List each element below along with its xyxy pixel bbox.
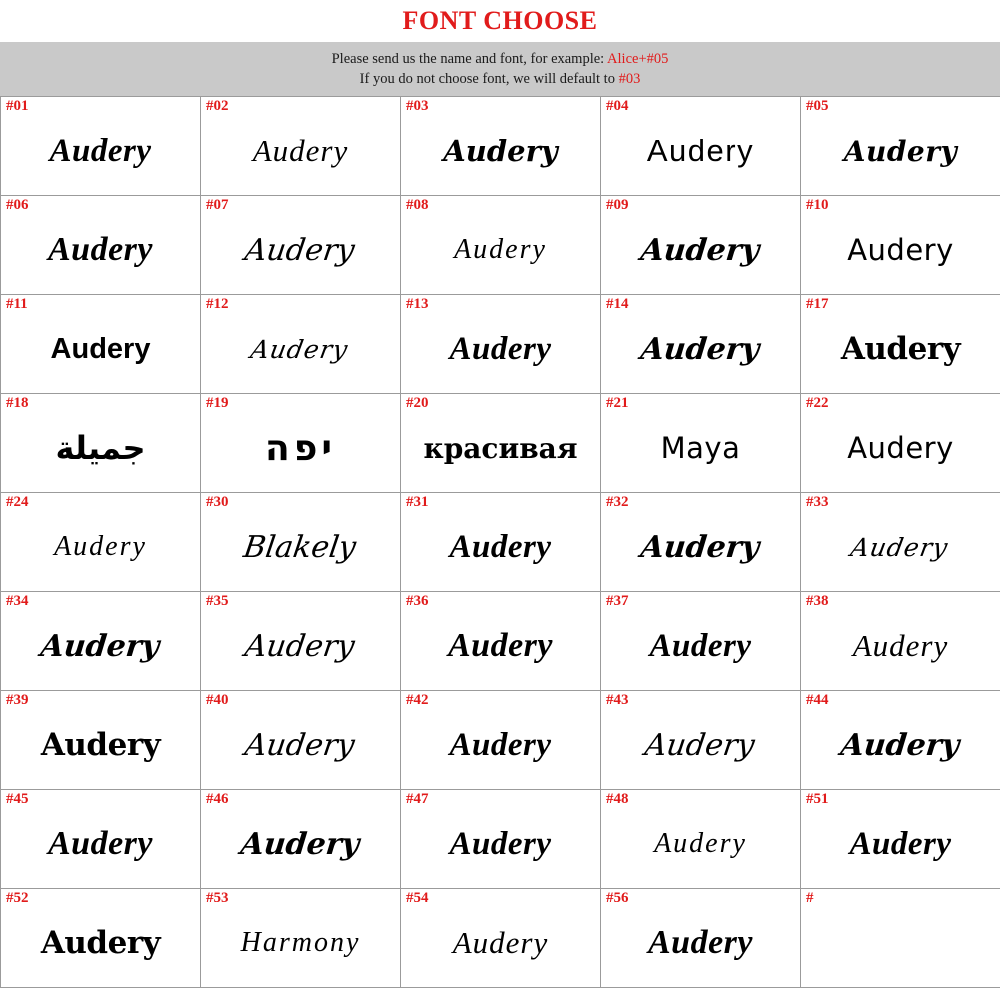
font-code-label: #30 <box>206 494 229 510</box>
font-sample-text: Audery <box>449 726 552 763</box>
font-code-label: #42 <box>406 692 429 708</box>
font-code-label: #53 <box>206 890 229 906</box>
font-code-label: #18 <box>6 395 29 411</box>
font-code-label: #05 <box>806 98 829 114</box>
font-sample-text: Audery <box>449 330 552 367</box>
font-sample-text: Audery <box>238 826 362 862</box>
font-grid <box>0 96 1000 988</box>
font-sample-text: Audery <box>638 529 762 565</box>
font-code-label: #33 <box>806 494 829 510</box>
font-sample-text: Audery <box>40 727 161 763</box>
font-option-cell[interactable] <box>201 691 401 790</box>
font-option-cell[interactable] <box>401 889 601 988</box>
font-sample-text: Audery <box>642 727 757 763</box>
font-sample-text: Audery <box>847 233 954 267</box>
font-code-label: #01 <box>6 98 29 114</box>
font-sample-text: Audery <box>40 925 161 961</box>
font-option-cell[interactable] <box>201 394 401 493</box>
font-option-cell[interactable] <box>1 790 201 889</box>
font-code-label: #31 <box>406 494 429 510</box>
font-option-cell[interactable] <box>801 889 1000 988</box>
title-bar <box>0 0 1000 42</box>
font-sample-text: Audery <box>49 132 152 169</box>
font-code-label: #43 <box>606 692 629 708</box>
font-option-cell[interactable] <box>801 97 1000 196</box>
instruction-example-code: Alice+#05 <box>607 50 669 67</box>
font-code-label: #37 <box>606 593 629 609</box>
font-code-label: #51 <box>806 791 829 807</box>
font-sample-text <box>801 889 1000 987</box>
font-option-cell[interactable] <box>801 691 1000 790</box>
font-option-cell[interactable] <box>201 889 401 988</box>
font-option-cell[interactable] <box>801 592 1000 691</box>
font-sample-text: Harmony <box>240 927 361 958</box>
font-option-cell[interactable] <box>201 493 401 592</box>
font-sample-text: Audery <box>242 628 357 664</box>
font-sample-text: Audery <box>840 331 961 367</box>
font-sample-text: Audery <box>648 924 753 961</box>
font-sample-text: Audery <box>638 331 762 367</box>
font-option-cell[interactable] <box>401 493 601 592</box>
page-title: FONT CHOOSE <box>402 6 598 35</box>
font-option-cell[interactable] <box>1 295 201 394</box>
font-sample-text: Audery <box>848 532 951 562</box>
font-option-cell[interactable] <box>401 196 601 295</box>
font-code-label: #48 <box>606 791 629 807</box>
font-sample-text: Audery <box>646 133 755 168</box>
font-option-cell[interactable] <box>601 889 801 988</box>
default-font-code: #03 <box>618 71 641 87</box>
font-sample-text: Audery <box>849 825 952 862</box>
font-option-cell[interactable] <box>401 592 601 691</box>
instruction-line-1 <box>332 50 669 68</box>
font-sample-text: جميلة <box>55 429 146 467</box>
font-code-label: #35 <box>206 593 229 609</box>
font-code-label: #22 <box>806 395 829 411</box>
instruction-line-2 <box>360 70 641 88</box>
font-sample-text: Audery <box>48 825 153 862</box>
font-code-label: #34 <box>6 593 29 609</box>
font-sample-text: Audery <box>838 727 962 763</box>
font-option-cell[interactable] <box>201 295 401 394</box>
font-code-label: #11 <box>6 296 28 312</box>
font-sample-text: Audery <box>449 528 552 565</box>
font-sample-text: Audery <box>248 334 351 364</box>
font-option-cell[interactable] <box>401 394 601 493</box>
font-code-label: #19 <box>206 395 229 411</box>
font-sample-text: Audery <box>638 232 762 268</box>
font-sample-text: Audery <box>50 332 151 365</box>
font-code-label: #44 <box>806 692 829 708</box>
font-option-cell[interactable] <box>801 790 1000 889</box>
font-sample-text: Audery <box>48 231 153 268</box>
font-code-label: #32 <box>606 494 629 510</box>
font-code-label: #36 <box>406 593 429 609</box>
font-code-label: #08 <box>406 197 429 213</box>
instructions-banner <box>0 42 1000 96</box>
font-code-label: #45 <box>6 791 29 807</box>
font-code-label: #02 <box>206 98 229 114</box>
font-code-label: #09 <box>606 197 629 213</box>
instruction-line-2-text: If you do not choose font, we will default to <box>359 71 619 87</box>
font-code-label: #07 <box>206 197 229 213</box>
font-code-label: #56 <box>606 890 629 906</box>
font-option-cell[interactable] <box>601 394 801 493</box>
font-option-cell[interactable] <box>801 394 1000 493</box>
font-code-label: #52 <box>6 890 29 906</box>
font-code-label: #13 <box>406 296 429 312</box>
font-option-cell[interactable] <box>1 889 201 988</box>
font-code-label: #39 <box>6 692 29 708</box>
font-sample-text: Audery <box>454 234 547 265</box>
font-code-label: #38 <box>806 593 829 609</box>
font-code-label: #54 <box>406 890 429 906</box>
font-sample-text: Maya <box>660 431 741 465</box>
font-option-cell[interactable] <box>401 790 601 889</box>
font-code-label: #03 <box>406 98 429 114</box>
font-option-cell[interactable] <box>1 493 201 592</box>
font-code-label: #14 <box>606 296 629 312</box>
font-option-cell[interactable] <box>601 97 801 196</box>
font-option-cell[interactable] <box>1 394 201 493</box>
font-option-cell[interactable] <box>601 592 801 691</box>
font-option-cell[interactable] <box>601 790 801 889</box>
font-code-label: #06 <box>6 197 29 213</box>
font-code-label: #46 <box>206 791 229 807</box>
font-sample-text: יפה <box>265 427 337 469</box>
font-sample-text: Audery <box>38 628 162 664</box>
font-sample-text: Audery <box>252 133 349 168</box>
font-option-cell[interactable] <box>801 493 1000 592</box>
font-option-cell[interactable] <box>401 295 601 394</box>
font-code-label: #10 <box>806 197 829 213</box>
font-option-cell[interactable] <box>401 691 601 790</box>
font-code-label: #20 <box>406 395 429 411</box>
font-option-cell[interactable] <box>601 691 801 790</box>
font-option-cell[interactable] <box>1 691 201 790</box>
font-option-cell[interactable] <box>801 196 1000 295</box>
font-sample-text: Audery <box>443 134 558 168</box>
font-option-cell[interactable] <box>201 196 401 295</box>
font-sample-text: Audery <box>242 232 357 268</box>
font-code-label: #40 <box>206 692 229 708</box>
font-sample-text: Audery <box>449 825 552 862</box>
font-code-label: #21 <box>606 395 629 411</box>
font-option-cell[interactable] <box>601 196 801 295</box>
font-sample-text: Audery <box>448 627 553 664</box>
font-sample-text: Audery <box>452 925 549 960</box>
font-sample-text: Audery <box>843 134 958 168</box>
font-option-cell[interactable] <box>601 295 801 394</box>
font-option-cell[interactable] <box>601 493 801 592</box>
font-sample-text: Blakely <box>241 529 359 565</box>
font-code-label: #12 <box>206 296 229 312</box>
font-option-cell[interactable] <box>201 592 401 691</box>
font-option-cell[interactable] <box>201 790 401 889</box>
font-sample-text: Audery <box>654 828 747 859</box>
font-sample-text: красивая <box>423 431 578 465</box>
font-code-label: #47 <box>406 791 429 807</box>
font-option-cell[interactable] <box>1 196 201 295</box>
font-code-label: #04 <box>606 98 629 114</box>
font-sample-text: Audery <box>54 531 147 562</box>
font-code-label: # <box>806 890 814 906</box>
font-option-cell[interactable] <box>201 97 401 196</box>
font-sample-text: Audery <box>649 627 752 664</box>
font-code-label: #24 <box>6 494 29 510</box>
font-sample-text: Audery <box>852 628 949 663</box>
font-sample-text: Audery <box>242 727 357 763</box>
font-code-label: #17 <box>806 296 829 312</box>
font-option-cell[interactable] <box>1 97 201 196</box>
font-option-cell[interactable] <box>801 295 1000 394</box>
instruction-line-1-text: Please send us the name and font, for example: <box>331 50 608 67</box>
font-option-cell[interactable] <box>1 592 201 691</box>
font-option-cell[interactable] <box>401 97 601 196</box>
font-sample-text: Audery <box>847 431 954 465</box>
